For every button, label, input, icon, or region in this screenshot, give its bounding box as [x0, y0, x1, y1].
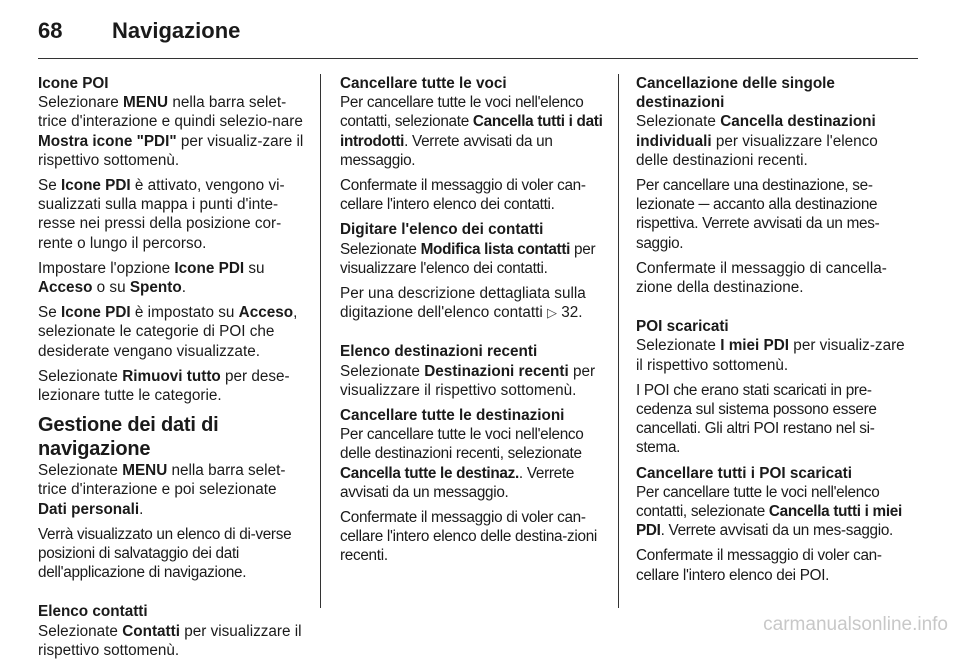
column-1 — [38, 74, 308, 666]
paragraph: Per cancellare tutte le voci nell'elenco delle destinazioni recenti, selezionate Cancella tutte le destinaz.. Verrete avvisati da un messaggio. — [340, 426, 584, 501]
paragraph: Impostare l'opzione Icone PDI su Acceso o su Spento. — [38, 259, 265, 297]
subheading-poi-scaricati: POI scaricati — [636, 318, 729, 336]
paragraph: Selezionate Rimuovi tutto per dese-lezionare tutte le categorie. — [38, 367, 290, 405]
subheading-digitare-elenco: Digitare l'elenco dei contatti — [340, 221, 544, 239]
paragraph: Selezionate I miei PDI per visualiz-zare il rispettivo sottomenù. — [636, 337, 905, 374]
page-number: 68 — [38, 18, 63, 43]
paragraph: Confermate il messaggio di voler can-cellare l'intero elenco delle destina-zioni recenti. — [340, 509, 598, 565]
minus-icon: ─ — [698, 196, 710, 214]
paragraph: Selezionate MENU nella barra selet-trice d'interazione e poi selezionate Dati personali. — [38, 462, 286, 518]
page-header — [38, 18, 918, 48]
section-title: Navigazione — [112, 18, 241, 43]
watermark: carmanualsonline.info — [763, 614, 948, 635]
paragraph: Per una descrizione dettagliata sulla digitazione dell'elenco contatti ▷ 32. — [340, 285, 586, 322]
paragraph: Selezionare MENU nella barra selet-trice d'interazione e quindi selezio-nare Mostra icone "PDI" per visualiz-zare il rispettivo sottomenù. — [38, 94, 304, 169]
paragraph: Selezionate Cancella destinazioni individuali per visualizzare l'elenco delle destinazioni recenti. — [636, 113, 878, 169]
paragraph: Selezionate Modifica lista contatti per visualizzare l'elenco dei contatti. — [340, 240, 596, 277]
subheading-elenco-contatti: Elenco contatti — [38, 603, 148, 621]
paragraph: Per cancellare tutte le voci nell'elenco contatti, selezionate Cancella tutti i dati introdotti. Verrete avvisati da un messaggio. — [340, 94, 603, 169]
paragraph: Se Icone PDI è impostato su Acceso, selezionate le categorie di POI che desiderate vengano visualizzate. — [38, 304, 298, 360]
subheading-destinazioni-recenti: Elenco destinazioni recenti — [340, 343, 538, 361]
paragraph: Confermate il messaggio di voler can-cellare l'intero elenco dei POI. — [636, 547, 882, 584]
column-2 — [340, 74, 605, 572]
paragraph: Verrà visualizzato un elenco di di-verse posizioni di salvataggio dei dati dell'applicazione di navigazione. — [38, 525, 292, 582]
paragraph: Selezionate Contatti per visualizzare il rispettivo sottomenù. — [38, 622, 302, 659]
subheading-cancellare-voci: Cancellare tutte le voci — [340, 75, 507, 92]
paragraph: Confermate il messaggio di voler can-cellare l'intero elenco dei contatti. — [340, 177, 586, 214]
paragraph: Selezionate Destinazioni recenti per visualizzare il rispettivo sottomenù. — [340, 362, 596, 399]
subheading-cancellare-poi: Cancellare tutti i POI scaricati — [636, 464, 852, 482]
heading-gestione-dati: Gestione dei dati di navigazione — [38, 414, 219, 461]
header-divider — [38, 58, 918, 59]
column-3 — [636, 74, 906, 591]
subheading-icone-poi: Icone POI — [38, 75, 109, 92]
paragraph: Se Icone PDI è attivato, vengono vi-sualizzati sulla mappa i punti d'inte-resse nei pressi della posizione cor-rente o lungo il percorso. — [38, 177, 285, 252]
subheading-cancellazione-singole: Cancellazione delle singole destinazioni — [636, 75, 835, 112]
paragraph: Per cancellare tutte le voci nell'elenco contatti, selezionate Cancella tutti i miei PDI. Verrete avvisati da un mes-saggio. — [636, 483, 902, 540]
paragraph: Per cancellare una destinazione, se-lezionate ─ accanto alla destinazione rispettiva. Verrete avvisati da un mes-saggio. — [636, 177, 880, 252]
paragraph: I POI che erano stati scaricati in pre-cedenza sul sistema possono essere cancellati. Gli altri POI restano nel si-stema. — [636, 381, 877, 457]
paragraph: Confermate il messaggio di cancella-zione della destinazione. — [636, 259, 887, 297]
column-divider — [618, 74, 619, 608]
page-reference-icon: ▷ — [547, 305, 558, 321]
subheading-cancellare-destinazioni: Cancellare tutte le destinazioni — [340, 407, 565, 425]
column-divider — [320, 74, 321, 608]
